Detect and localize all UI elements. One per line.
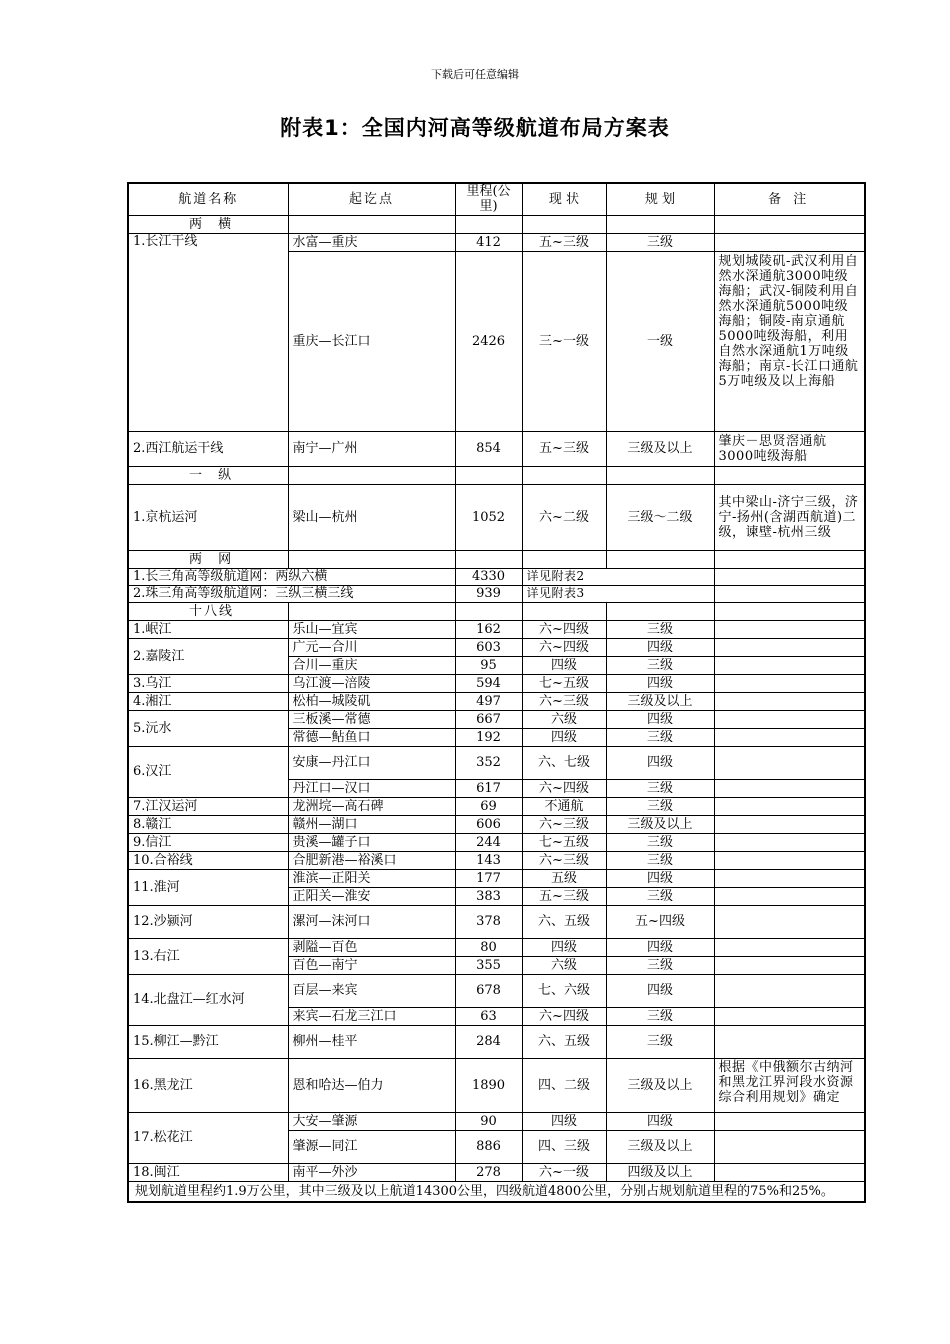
km-cell: 854	[455, 431, 522, 466]
plan-cell: 五~四级	[606, 905, 714, 938]
status-cell: 五~三级	[522, 431, 606, 466]
route-cell: 肇源—同江	[288, 1130, 455, 1163]
route-cell: 南宁—广州	[288, 431, 455, 466]
status-cell: 六、五级	[522, 1025, 606, 1058]
waterway-name: 2.珠三角高等级航道网：三纵三横三线	[128, 585, 455, 602]
plan-cell: 四级	[606, 938, 714, 956]
km-cell: 378	[455, 905, 522, 938]
column-header: 里程(公里)	[455, 183, 522, 215]
plan-cell: 一级	[606, 251, 714, 431]
table-row	[128, 1058, 865, 1112]
table-row	[128, 585, 865, 602]
waterway-name: 18.闽江	[128, 1163, 288, 1181]
plan-cell: 三级	[606, 779, 714, 797]
status-cell: 六、五级	[522, 905, 606, 938]
status-cell: 七~五级	[522, 674, 606, 692]
waterway-name: 4.湘江	[128, 692, 288, 710]
status-cell: 六~三级	[522, 851, 606, 869]
waterway-table	[127, 182, 866, 1203]
km-cell: 594	[455, 674, 522, 692]
table-row	[128, 484, 865, 550]
header-note: 下载后可任意编辑	[431, 68, 519, 81]
route-cell: 恩和哈达—伯力	[288, 1058, 455, 1112]
waterway-name: 11.淮河	[128, 869, 288, 905]
column-header: 航道名称	[128, 183, 288, 215]
route-cell: 大安—肇源	[288, 1112, 455, 1130]
plan-cell: 三级及以上	[606, 1130, 714, 1163]
status-cell: 六~四级	[522, 779, 606, 797]
route-cell: 安康—丹江口	[288, 746, 455, 779]
section-row	[128, 602, 865, 620]
route-cell: 龙洲垸—高石碑	[288, 797, 455, 815]
status-cell: 六、七级	[522, 746, 606, 779]
plan-cell: 三级	[606, 887, 714, 905]
route-cell: 广元—合川	[288, 638, 455, 656]
route-cell: 常德—鲇鱼口	[288, 728, 455, 746]
route-cell: 百色—南宁	[288, 956, 455, 974]
plan-cell: 三级	[606, 728, 714, 746]
km-cell: 939	[455, 585, 522, 602]
km-cell: 143	[455, 851, 522, 869]
km-cell: 606	[455, 815, 522, 833]
note-cell	[714, 568, 865, 585]
km-cell: 383	[455, 887, 522, 905]
status-cell: 四级	[522, 728, 606, 746]
waterway-name: 12.沙颍河	[128, 905, 288, 938]
table-header-row	[128, 183, 865, 215]
section-title: 一 纵	[128, 466, 288, 484]
plan-cell: 四级	[606, 674, 714, 692]
km-cell: 1890	[455, 1058, 522, 1112]
route-cell: 漯河—沫河口	[288, 905, 455, 938]
km-cell: 4330	[455, 568, 522, 585]
table-row	[128, 620, 865, 638]
route-cell: 乐山—宜宾	[288, 620, 455, 638]
section-title: 两 横	[128, 215, 288, 233]
note-cell	[714, 233, 865, 251]
status-cell: 六~二级	[522, 484, 606, 550]
status-cell: 六级	[522, 710, 606, 728]
km-cell: 80	[455, 938, 522, 956]
route-cell: 三板溪—常德	[288, 710, 455, 728]
km-cell: 2426	[455, 251, 522, 431]
status-cell: 四、二级	[522, 1058, 606, 1112]
waterway-name: 9.信江	[128, 833, 288, 851]
plan-cell: 三级	[606, 620, 714, 638]
km-cell: 284	[455, 1025, 522, 1058]
km-cell: 192	[455, 728, 522, 746]
km-cell: 617	[455, 779, 522, 797]
route-cell: 松柏—城陵矶	[288, 692, 455, 710]
status-cell: 四级	[522, 656, 606, 674]
km-cell: 497	[455, 692, 522, 710]
table-row	[128, 938, 865, 956]
footer-row	[128, 1181, 865, 1202]
note-cell: 根据《中俄额尔古纳河和黑龙江界河段水资源综合利用规划》确定	[714, 1058, 865, 1112]
status-cell: 四级	[522, 938, 606, 956]
route-cell: 丹江口—汉口	[288, 779, 455, 797]
status-cell: 五~三级	[522, 887, 606, 905]
km-cell: 90	[455, 1112, 522, 1130]
km-cell: 678	[455, 974, 522, 1007]
table-row	[128, 833, 865, 851]
route-cell: 贵溪—罐子口	[288, 833, 455, 851]
route-cell: 赣州—湖口	[288, 815, 455, 833]
column-header: 规 划	[606, 183, 714, 215]
column-header: 起讫点	[288, 183, 455, 215]
km-cell: 1052	[455, 484, 522, 550]
plan-cell: 三级及以上	[606, 692, 714, 710]
km-cell: 162	[455, 620, 522, 638]
km-cell: 63	[455, 1007, 522, 1025]
waterway-name: 6.汉江	[128, 746, 288, 797]
plan-cell: 三级及以上	[606, 1058, 714, 1112]
status-cell: 七、六级	[522, 974, 606, 1007]
route-cell: 百层—来宾	[288, 974, 455, 1007]
plan-cell: 三级	[606, 1025, 714, 1058]
waterway-name: 16.黑龙江	[128, 1058, 288, 1112]
status-cell: 六~四级	[522, 638, 606, 656]
status-cell: 七~五级	[522, 833, 606, 851]
table-row	[128, 1025, 865, 1058]
route-cell: 水富—重庆	[288, 233, 455, 251]
route-cell: 南平—外沙	[288, 1163, 455, 1181]
table-row	[128, 1112, 865, 1130]
route-cell: 柳州—桂平	[288, 1025, 455, 1058]
section-row	[128, 215, 865, 233]
km-cell: 278	[455, 1163, 522, 1181]
km-cell: 69	[455, 797, 522, 815]
waterway-name: 3.乌江	[128, 674, 288, 692]
plan-cell: 四级	[606, 1112, 714, 1130]
km-cell: 603	[455, 638, 522, 656]
route-cell: 重庆—长江口	[288, 251, 455, 431]
table-row	[128, 974, 865, 1007]
status-cell: 六~四级	[522, 1007, 606, 1025]
km-cell: 352	[455, 746, 522, 779]
status-cell: 详见附表3	[522, 585, 714, 602]
plan-cell: 四级	[606, 869, 714, 887]
km-cell: 95	[455, 656, 522, 674]
waterway-name: 15.柳江—黔江	[128, 1025, 288, 1058]
status-cell: 详见附表2	[522, 568, 714, 585]
route-cell: 合肥新港—裕溪口	[288, 851, 455, 869]
route-cell: 合川—重庆	[288, 656, 455, 674]
plan-cell: 三级	[606, 797, 714, 815]
status-cell: 四、三级	[522, 1130, 606, 1163]
table-row	[128, 797, 865, 815]
page-title: 附表1：全国内河高等级航道布局方案表	[280, 116, 670, 140]
plan-cell: 三级	[606, 656, 714, 674]
table-row	[128, 746, 865, 779]
route-cell: 淮滨—正阳关	[288, 869, 455, 887]
status-cell: 六级	[522, 956, 606, 974]
table-row	[128, 568, 865, 585]
waterway-name: 8.赣江	[128, 815, 288, 833]
note-cell: 规划城陵矶-武汉利用自然水深通航3000吨级海船；武汉-铜陵利用自然水深通航5000吨级海船；铜陵-南京通航5000吨级海船，利用自然水深通航1万吨级海船；南京-长江口通航5万吨级及以上海船	[714, 251, 865, 431]
table-row	[128, 1163, 865, 1181]
note-cell: 其中梁山-济宁三级，济宁-扬州(含湖西航道)二级，谏壁-杭州三级	[714, 484, 865, 550]
route-cell: 乌江渡—涪陵	[288, 674, 455, 692]
table-row	[128, 815, 865, 833]
table-row	[128, 905, 865, 938]
plan-cell: 三级及以上	[606, 815, 714, 833]
plan-cell: 三级及以上	[606, 431, 714, 466]
column-header: 现 状	[522, 183, 606, 215]
table-row	[128, 233, 865, 251]
table-row	[128, 692, 865, 710]
waterway-name: 7.江汉运河	[128, 797, 288, 815]
section-title: 两 网	[128, 550, 288, 568]
section-row	[128, 466, 865, 484]
km-cell: 412	[455, 233, 522, 251]
status-cell: 六~四级	[522, 620, 606, 638]
plan-cell: 四级	[606, 974, 714, 1007]
plan-cell: 四级及以上	[606, 1163, 714, 1181]
table-footnote: 规划航道里程约1.9万公里，其中三级及以上航道14300公里，四级航道4800公里，分别占规划航道里程的75%和25%。	[128, 1181, 865, 1202]
status-cell: 五级	[522, 869, 606, 887]
waterway-name: 1.岷江	[128, 620, 288, 638]
status-cell: 三~一级	[522, 251, 606, 431]
waterway-name: 17.松花江	[128, 1112, 288, 1163]
plan-cell: 三级～二级	[606, 484, 714, 550]
waterway-name: 1.京杭运河	[128, 484, 288, 550]
waterway-name: 13.右江	[128, 938, 288, 974]
plan-cell: 四级	[606, 746, 714, 779]
waterway-name: 1.长三角高等级航道网：两纵六横	[128, 568, 455, 585]
table-row	[128, 710, 865, 728]
status-cell: 四级	[522, 1112, 606, 1130]
route-cell: 剥隘—百色	[288, 938, 455, 956]
table-row	[128, 851, 865, 869]
status-cell: 五~三级	[522, 233, 606, 251]
table-row	[128, 869, 865, 887]
plan-cell: 三级	[606, 1007, 714, 1025]
table-row	[128, 674, 865, 692]
status-cell: 六~一级	[522, 1163, 606, 1181]
note-cell: 肇庆－思贤滘通航3000吨级海船	[714, 431, 865, 466]
column-header: 备 注	[714, 183, 865, 215]
waterway-name: 1.长江干线	[128, 233, 288, 431]
waterway-name: 5.沅水	[128, 710, 288, 746]
table-row	[128, 638, 865, 656]
waterway-name: 2.西江航运干线	[128, 431, 288, 466]
status-cell: 六~三级	[522, 692, 606, 710]
table-row	[128, 431, 865, 466]
km-cell: 667	[455, 710, 522, 728]
section-title: 十八线	[128, 602, 288, 620]
waterway-name: 2.嘉陵江	[128, 638, 288, 674]
status-cell: 不通航	[522, 797, 606, 815]
note-cell	[714, 585, 865, 602]
waterway-name: 10.合裕线	[128, 851, 288, 869]
waterway-name: 14.北盘江—红水河	[128, 974, 288, 1025]
route-cell: 正阳关—淮安	[288, 887, 455, 905]
plan-cell: 三级	[606, 833, 714, 851]
km-cell: 355	[455, 956, 522, 974]
plan-cell: 三级	[606, 956, 714, 974]
plan-cell: 四级	[606, 710, 714, 728]
plan-cell: 四级	[606, 638, 714, 656]
route-cell: 来宾—石龙三江口	[288, 1007, 455, 1025]
km-cell: 244	[455, 833, 522, 851]
section-row	[128, 550, 865, 568]
plan-cell: 三级	[606, 233, 714, 251]
plan-cell: 三级	[606, 851, 714, 869]
km-cell: 886	[455, 1130, 522, 1163]
route-cell: 梁山—杭州	[288, 484, 455, 550]
km-cell: 177	[455, 869, 522, 887]
status-cell: 六~三级	[522, 815, 606, 833]
